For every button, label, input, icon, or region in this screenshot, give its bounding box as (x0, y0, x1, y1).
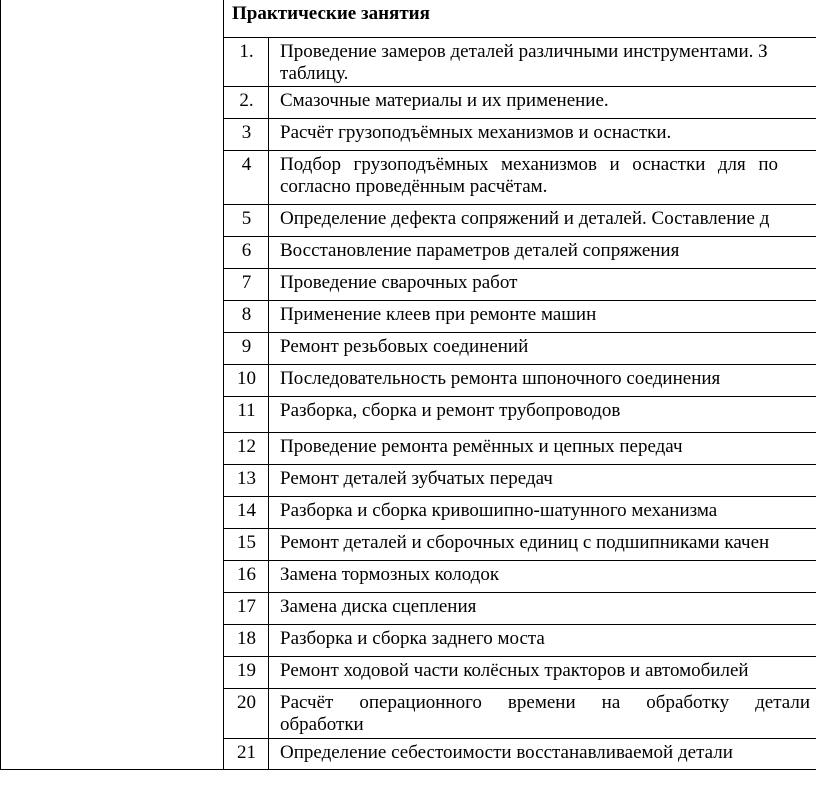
row-number: 12 (237, 436, 256, 457)
table-row-rule (223, 236, 816, 237)
row-number: 16 (237, 564, 256, 585)
table-row-rule (223, 150, 816, 151)
table-row-rule (223, 624, 816, 625)
row-topic: Проведение ремонта ремённых и цепных передач (280, 436, 683, 457)
row-number: 2. (239, 90, 254, 111)
table-row-rule (223, 86, 816, 87)
table-row-rule (223, 656, 816, 657)
row-topic: Проведение сварочных работ (280, 272, 518, 293)
row-number: 5 (241, 208, 252, 229)
row-number: 13 (237, 468, 256, 489)
row-number: 15 (237, 532, 256, 553)
row-topic: Замена диска сцепления (280, 596, 477, 617)
row-topic: Ремонт ходовой части колёсных тракторов и автомобилей (280, 660, 749, 681)
table-row-rule (223, 738, 816, 739)
table-border-bottom (0, 769, 816, 770)
row-number: 1. (239, 41, 254, 62)
table-divider-col2 (268, 37, 269, 770)
row-topic: Восстановление параметров деталей сопряжения (280, 240, 680, 261)
row-number: 20 (237, 692, 256, 713)
row-topic-continuation: обработки (280, 714, 364, 735)
row-topic: Применение клеев при ремонте машин (280, 304, 597, 325)
table-row-rule (223, 268, 816, 269)
row-topic: Расчёт операционного времени на обработку детали (280, 692, 810, 713)
row-topic: Разборка и сборка заднего моста (280, 628, 545, 649)
row-topic: Подбор грузоподъёмных механизмов и оснастки для по (280, 154, 778, 175)
row-number: 3 (241, 122, 252, 143)
row-number: 9 (241, 336, 252, 357)
row-number: 19 (237, 660, 256, 681)
table-row-rule (223, 118, 816, 119)
row-number: 14 (237, 500, 256, 521)
section-heading: Практические занятия (232, 3, 430, 24)
row-number: 7 (241, 272, 252, 293)
row-number: 6 (241, 240, 252, 261)
row-topic-continuation: таблицу. (280, 63, 349, 84)
table-row-rule (223, 37, 816, 38)
row-number: 21 (237, 742, 256, 763)
row-topic-continuation: согласно проведённым расчётам. (280, 176, 548, 197)
row-topic: Смазочные материалы и их применение. (280, 90, 609, 111)
table-row-rule (223, 432, 816, 433)
row-topic: Определение дефекта сопряжений и деталей. Составление д (280, 208, 770, 229)
row-topic: Ремонт резьбовых соединений (280, 336, 529, 357)
table-row-rule (223, 332, 816, 333)
table-row-rule (223, 560, 816, 561)
table-divider-col1 (223, 0, 224, 770)
row-number: 4 (241, 154, 252, 175)
row-number: 10 (237, 368, 256, 389)
row-topic: Проведение замеров деталей различными инструментами. З (280, 41, 768, 62)
row-topic: Замена тормозных колодок (280, 564, 500, 585)
row-number: 11 (237, 400, 256, 421)
row-topic: Разборка, сборка и ремонт трубопроводов (280, 400, 621, 421)
table-row-rule (223, 464, 816, 465)
row-topic: Ремонт деталей и сборочных единиц с подшипниками качен (280, 532, 770, 553)
row-topic: Ремонт деталей зубчатых передач (280, 468, 553, 489)
row-topic: Последовательность ремонта шпоночного соединения (280, 368, 721, 389)
row-number: 8 (241, 304, 252, 325)
table-row-rule (223, 204, 816, 205)
table-row-rule (223, 496, 816, 497)
table-row-rule (223, 396, 816, 397)
row-topic: Разборка и сборка кривошипно-шатунного механизма (280, 500, 718, 521)
row-topic: Определение себестоимости восстанавливаемой детали (280, 742, 733, 763)
row-number: 17 (237, 596, 256, 617)
table-row-rule (223, 300, 816, 301)
table-border-left (0, 0, 1, 770)
table-row-rule (223, 528, 816, 529)
row-topic: Расчёт грузоподъёмных механизмов и оснастки. (280, 122, 672, 143)
table-row-rule (223, 688, 816, 689)
table-row-rule (223, 592, 816, 593)
table-row-rule (223, 364, 816, 365)
row-number: 18 (237, 628, 256, 649)
